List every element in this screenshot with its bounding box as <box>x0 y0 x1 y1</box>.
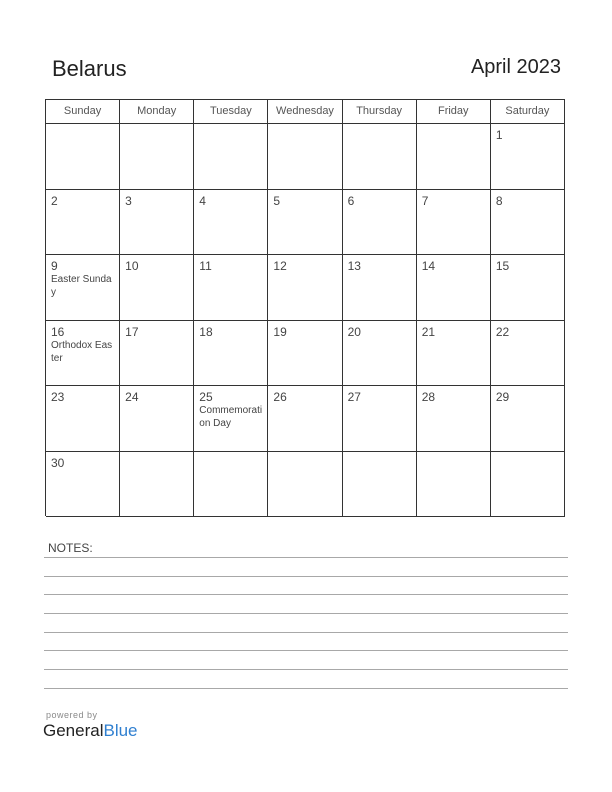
day-number: 2 <box>51 193 58 208</box>
day-number: 8 <box>495 193 503 208</box>
day-cell[interactable] <box>194 190 268 256</box>
day-cell[interactable] <box>120 124 194 190</box>
day-number: 14 <box>421 259 436 273</box>
day-number: 18 <box>199 324 213 339</box>
day-cell[interactable] <box>343 124 417 190</box>
day-cell[interactable] <box>417 386 491 452</box>
weekday-tuesday: Tuesday <box>194 100 268 124</box>
day-cell[interactable] <box>268 386 342 452</box>
day-number: 17 <box>125 324 139 339</box>
week-row <box>46 255 565 321</box>
day-cell[interactable] <box>120 190 194 256</box>
day-number: 20 <box>347 324 361 339</box>
day-cell[interactable] <box>343 386 417 452</box>
day-number: 10 <box>125 259 139 273</box>
day-cell[interactable] <box>120 386 194 452</box>
brand-general-text: General <box>43 721 104 740</box>
day-cell[interactable] <box>343 452 417 518</box>
day-cell[interactable] <box>120 452 194 518</box>
day-cell[interactable] <box>46 124 120 190</box>
day-cell[interactable] <box>491 190 565 256</box>
day-cell[interactable] <box>417 190 491 256</box>
day-cell[interactable] <box>268 321 342 387</box>
day-cell[interactable] <box>417 124 491 190</box>
note-line[interactable] <box>44 688 568 689</box>
day-cell[interactable] <box>268 190 342 256</box>
weekday-monday: Monday <box>120 100 194 124</box>
day-cell[interactable] <box>417 452 491 518</box>
day-number: 23 <box>51 390 65 404</box>
day-cell[interactable] <box>46 321 120 387</box>
day-cell[interactable] <box>343 255 417 321</box>
note-line[interactable] <box>44 613 568 614</box>
weekday-header-row <box>46 100 565 124</box>
day-number: 6 <box>347 193 355 208</box>
week-row <box>46 386 565 452</box>
day-number: 4 <box>199 193 206 208</box>
day-number: 7 <box>421 193 429 208</box>
note-line[interactable] <box>44 669 568 670</box>
day-cell[interactable] <box>491 452 565 518</box>
day-cell[interactable] <box>194 386 268 452</box>
day-cell[interactable] <box>120 255 194 321</box>
note-line[interactable] <box>44 594 568 595</box>
day-cell[interactable] <box>46 190 120 256</box>
day-cell[interactable] <box>194 124 268 190</box>
day-cell[interactable] <box>491 255 565 321</box>
day-cell[interactable] <box>491 386 565 452</box>
day-cell[interactable] <box>268 255 342 321</box>
brand-logo[interactable] <box>43 721 138 741</box>
country-title: Belarus <box>52 56 127 81</box>
day-number: 5 <box>273 193 281 208</box>
month-year-title: April 2023 <box>470 56 561 78</box>
day-number: 16 <box>51 324 65 339</box>
holiday-label: Commemoration Day <box>199 405 263 429</box>
week-row <box>46 321 565 387</box>
day-number: 12 <box>273 259 287 273</box>
weekday-saturday: Saturday <box>491 100 565 124</box>
day-number: 9 <box>51 259 58 273</box>
day-number: 26 <box>273 390 287 404</box>
week-row <box>46 452 565 518</box>
day-cell[interactable] <box>46 386 120 452</box>
weekday-sunday: Sunday <box>46 100 120 124</box>
day-number: 27 <box>347 390 361 404</box>
day-number: 1 <box>495 128 503 142</box>
day-number: 19 <box>273 324 287 339</box>
day-cell[interactable] <box>194 452 268 518</box>
day-cell[interactable] <box>491 124 565 190</box>
note-line[interactable] <box>44 632 568 633</box>
day-cell[interactable] <box>46 255 120 321</box>
note-line[interactable] <box>44 576 568 577</box>
day-cell[interactable] <box>268 124 342 190</box>
day-number: 28 <box>421 390 436 404</box>
holiday-label: Easter Sunday <box>51 274 112 298</box>
calendar-weeks <box>46 124 565 517</box>
day-number: 15 <box>495 259 510 273</box>
day-number: 29 <box>495 390 510 404</box>
day-cell[interactable] <box>491 321 565 387</box>
day-number: 22 <box>495 324 510 339</box>
day-cell[interactable] <box>417 255 491 321</box>
day-cell[interactable] <box>120 321 194 387</box>
note-line[interactable] <box>44 557 568 558</box>
week-row <box>46 190 565 256</box>
day-number: 30 <box>51 455 65 470</box>
day-cell[interactable] <box>268 452 342 518</box>
powered-by-text: powered by <box>46 710 98 720</box>
day-number: 3 <box>125 193 132 208</box>
day-number: 24 <box>125 390 139 404</box>
day-cell[interactable] <box>343 321 417 387</box>
holiday-label: Orthodox Easter <box>51 339 113 364</box>
brand-blue-text: Blue <box>103 721 138 740</box>
week-row <box>46 124 565 190</box>
weekday-wednesday: Wednesday <box>268 100 342 124</box>
day-cell[interactable] <box>343 190 417 256</box>
day-number: 11 <box>199 259 212 273</box>
weekday-friday: Friday <box>417 100 491 124</box>
day-number: 13 <box>347 259 361 273</box>
day-cell[interactable] <box>46 452 120 518</box>
notes-label: NOTES: <box>48 541 93 555</box>
note-line[interactable] <box>44 650 568 651</box>
day-cell[interactable] <box>194 321 268 387</box>
day-number: 25 <box>199 390 213 404</box>
weekday-thursday: Thursday <box>343 100 417 124</box>
day-cell[interactable] <box>417 321 491 387</box>
day-number: 21 <box>421 324 436 339</box>
day-cell[interactable] <box>194 255 268 321</box>
calendar-grid <box>45 99 565 516</box>
